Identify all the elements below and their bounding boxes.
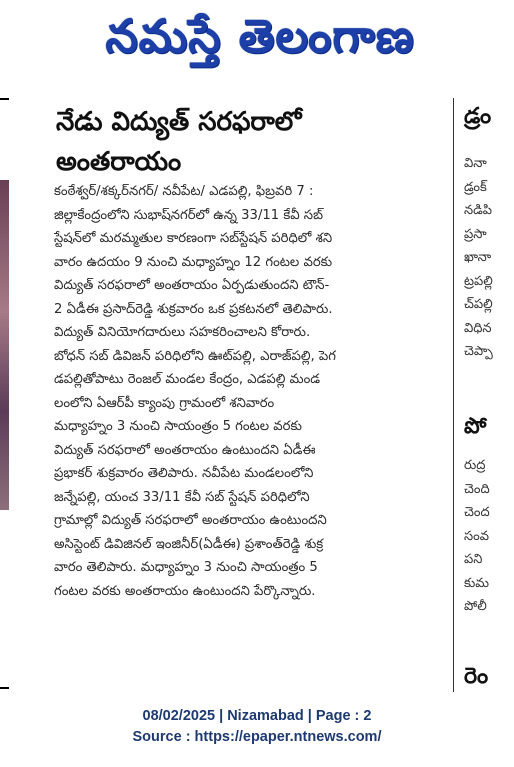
- right-article-2-line: చెంద: [464, 505, 490, 520]
- right-article-2-line: పోలీ: [464, 599, 487, 614]
- right-headline-3: రెం: [464, 664, 489, 689]
- right-article-1-line: నడిపి: [464, 203, 492, 218]
- headline-line-2: అంతరాయం: [56, 147, 182, 177]
- article-line: జిల్లాకేంద్రంలోని సుభాష్‌నగర్‌లో ఉన్న 33/11 కేవీ సబ్: [54, 207, 323, 223]
- footer-date-edition: 08/02/2025 | Nizamabad | Page : 2: [142, 708, 372, 724]
- right-article-1-line: ట్రపల్లి: [464, 273, 493, 289]
- left-bottom-rule: [0, 687, 9, 689]
- article-line: ప్రభాకర్ శుక్రవారం తెలిపారు. నవీపేట మండలంలోని: [54, 466, 314, 481]
- masthead: [0, 0, 514, 92]
- article-line: విద్యుత్ సరఫరాలో అంతరాయం ఉంటుందని ఏడీఈ: [54, 442, 316, 458]
- right-article-2-line: పని: [464, 552, 483, 567]
- article-line: డపల్లితోపాటు రెంజల్ మండల కేంద్రం, ఎడపల్లి మండ: [54, 372, 321, 387]
- article-headline: [56, 102, 436, 182]
- right-article-1-line: ఖానా: [464, 250, 492, 265]
- right-article-1-line: ప్రసా: [464, 226, 487, 242]
- right-article-1-line: విధిన: [464, 320, 492, 336]
- headline-line-1: నేడు విద్యుత్ సరఫరాలో: [56, 107, 302, 137]
- article-line: మధ్యాహ్నం 3 నుంచి సాయంత్రం 5 గంటల వరకు: [54, 419, 302, 434]
- right-article-2-line: రుద్ర: [464, 458, 486, 473]
- right-article-1-line: వినా: [464, 156, 487, 171]
- article-line: జన్నేపల్లి, యంచ 33/11 కేవీ సబ్ స్టేషన్ పరిధిలోని: [54, 489, 310, 505]
- right-article-2-line: కుమ: [464, 575, 490, 591]
- right-article-2-line: చెంది: [464, 481, 490, 497]
- column-divider: [453, 98, 454, 692]
- right-headline-2: పో: [464, 414, 487, 439]
- article-line: స్టేషన్‌లో మరమ్మతుల కారణంగా సబ్‌స్టేషన్ పరిధిలో శని: [54, 231, 333, 246]
- article-line: వారం ఉదయం 9 నుంచి మధ్యాహ్నం 12 గంటల వరకు: [54, 254, 333, 270]
- footer-source: Source : https://epaper.ntnews.com/: [132, 729, 382, 745]
- article-line: విద్యుత్ వినియోగదారులు సహకరించాలని కోరారు.: [54, 325, 311, 340]
- article-line: 2 ఏడీఈ ప్రసాద్‌రెడ్డి శుక్రవారం ఒక ప్రకటనలో తెలిపారు.: [54, 301, 333, 317]
- left-column-rule: [0, 98, 9, 100]
- article-line: బోధన్ సబ్ డివిజన్ పరిధిలోని ఊట్‌పల్లి, ఎరాజ్‌పల్లి, పెగ: [54, 348, 336, 364]
- right-column-cropped: [458, 96, 514, 696]
- article-line: వారం తెలిపారు. మధ్యాహ్నం 3 నుంచి సాయంత్రం 5: [54, 560, 318, 575]
- left-cropped-photo: [0, 180, 9, 510]
- article-line: కంఠేశ్వర్/శక్కర్‌నగర్/ నవీపేట/ ఎడపల్లి, ఫిబ్రవరి 7 :: [54, 184, 314, 199]
- article-line: గ్రామాల్లో విద్యుత్ సరఫరాలో అంతరాయం ఉంటుందని: [54, 513, 327, 528]
- right-article-1-line: చెప్పా: [464, 344, 493, 359]
- right-headline-1: డ్రం: [464, 104, 492, 129]
- right-article-1-line: చ్‌పల్లి: [464, 297, 493, 312]
- article: [20, 98, 440, 696]
- article-line: విద్యుత్ సరఫరాలో అంతరాయం ఏర్పడుతుందని టౌన్-: [54, 278, 330, 293]
- footer: [0, 700, 514, 760]
- article-body: [54, 180, 442, 690]
- masthead-logo: నమస్తే తెలంగాణ: [105, 9, 415, 63]
- right-article-2-line: సంవ: [464, 528, 489, 544]
- article-line: అసిస్టెంట్ డివిజినల్ ఇంజినీర్(ఏడీఈ) ప్రశాంత్‌రెడ్డి శుక్ర: [54, 536, 324, 552]
- article-line: గంటల వరకు అంతరాయం ఉంటుందని పేర్కొన్నారు.: [54, 583, 316, 599]
- right-article-1-line: డ్రంక్: [464, 179, 487, 195]
- article-line: లంలోని ఏఆర్‌పీ క్యాంపు గ్రామంలో శనివారం: [54, 395, 275, 411]
